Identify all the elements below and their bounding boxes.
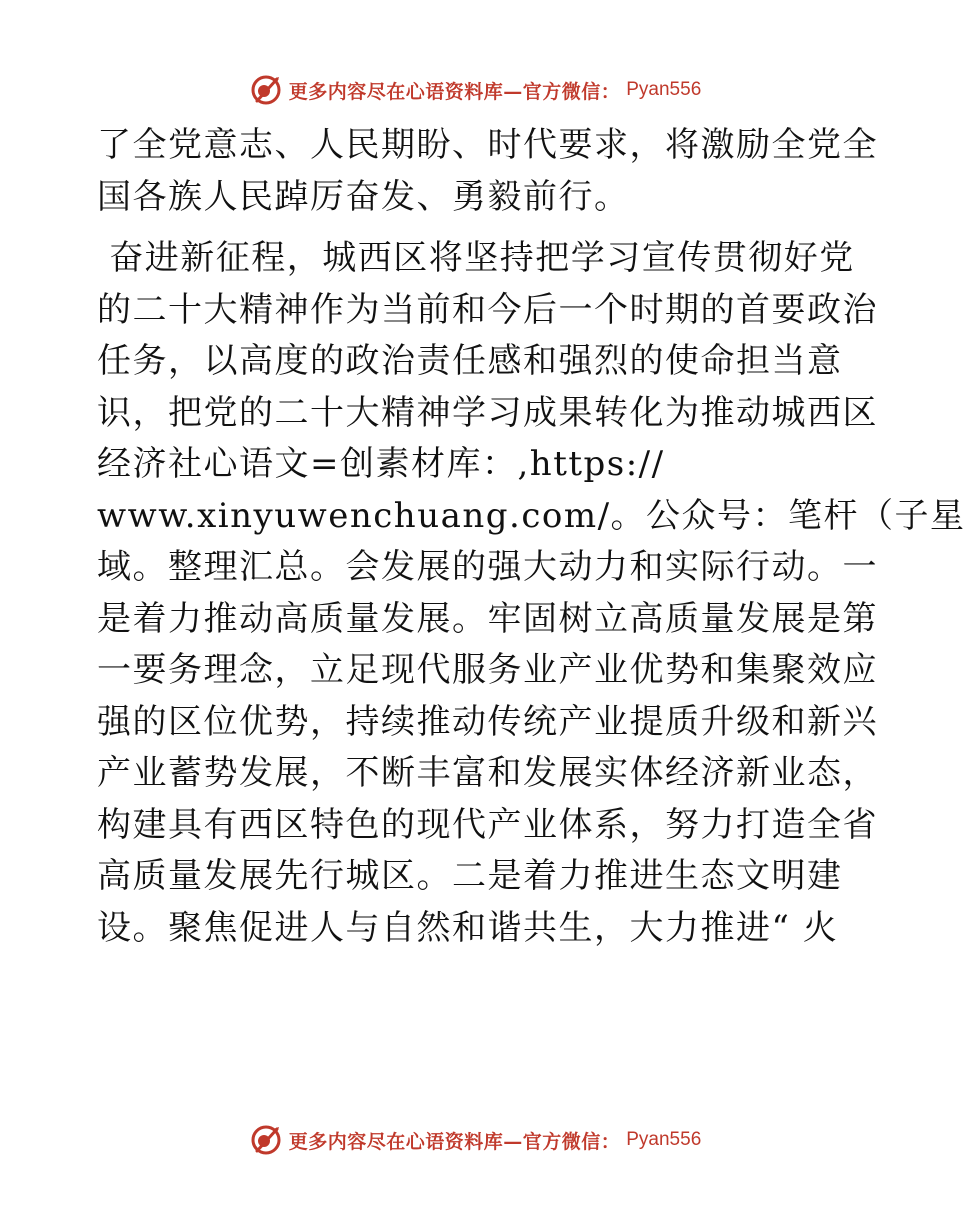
header-banner [0, 70, 950, 110]
paragraph-2 [97, 233, 966, 954]
text-line: 奋进新征程，城西区将坚持把学习宣传贯彻好党 [97, 238, 855, 278]
footer-banner [0, 1120, 950, 1160]
text-line: 任务，以高度的政治责任感和强烈的使命担当意 [97, 341, 843, 381]
text-line: 强的区位优势，持续推动传统产业提质升级和新兴 [97, 701, 878, 742]
text-line: 国各族人民踔厉奋发、勇毅前行。 [97, 176, 630, 217]
banner-wechat-id: Pyan556 [626, 1129, 702, 1150]
text-line: 域。整理汇总。会发展的强大动力和实际行动。一 [97, 547, 878, 587]
banner-text: 更多内容尽在心语资料库—官方微信： [288, 1130, 621, 1153]
text-line: 高质量发展先行城区。二是着力推进生态文明建 [97, 856, 843, 896]
text-line: 一要务理念，立足现代服务业产业优势和集聚效应 [97, 650, 878, 690]
text-line: 构建具有西区特色的现代产业体系，努力打造全省 [97, 804, 878, 845]
text-line: 产业蓄势发展，不断丰富和发展实体经济新业态， [97, 753, 878, 793]
text-line: 识，把党的二十大精神学习成果转化为推动城西区 [97, 392, 878, 433]
text-line: 了全党意志、人民期盼、时代要求，将激励全党全 [97, 125, 878, 165]
text-line: 设。聚焦促进人与自然和谐共生，大力推进“ 火 [97, 907, 839, 948]
logo-icon [249, 1123, 283, 1157]
logo-icon [249, 73, 283, 107]
banner-text: 更多内容尽在心语资料库—官方微信： [288, 80, 621, 103]
paragraph-1 [97, 120, 878, 223]
text-line-with-link: 经济社心语文=创素材库：,https:// [97, 444, 665, 484]
text-line: 的二十大精神作为当前和今后一个时期的首要政治 [97, 289, 878, 330]
text-line: 是着力推动高质量发展。牢固树立高质量发展是第 [97, 598, 878, 639]
banner-wechat-id: Pyan556 [626, 79, 702, 100]
document-body [97, 120, 966, 954]
text-line-url: www.xinyuwenchuang.com/。公众号：笔杆（子星 [97, 495, 966, 536]
